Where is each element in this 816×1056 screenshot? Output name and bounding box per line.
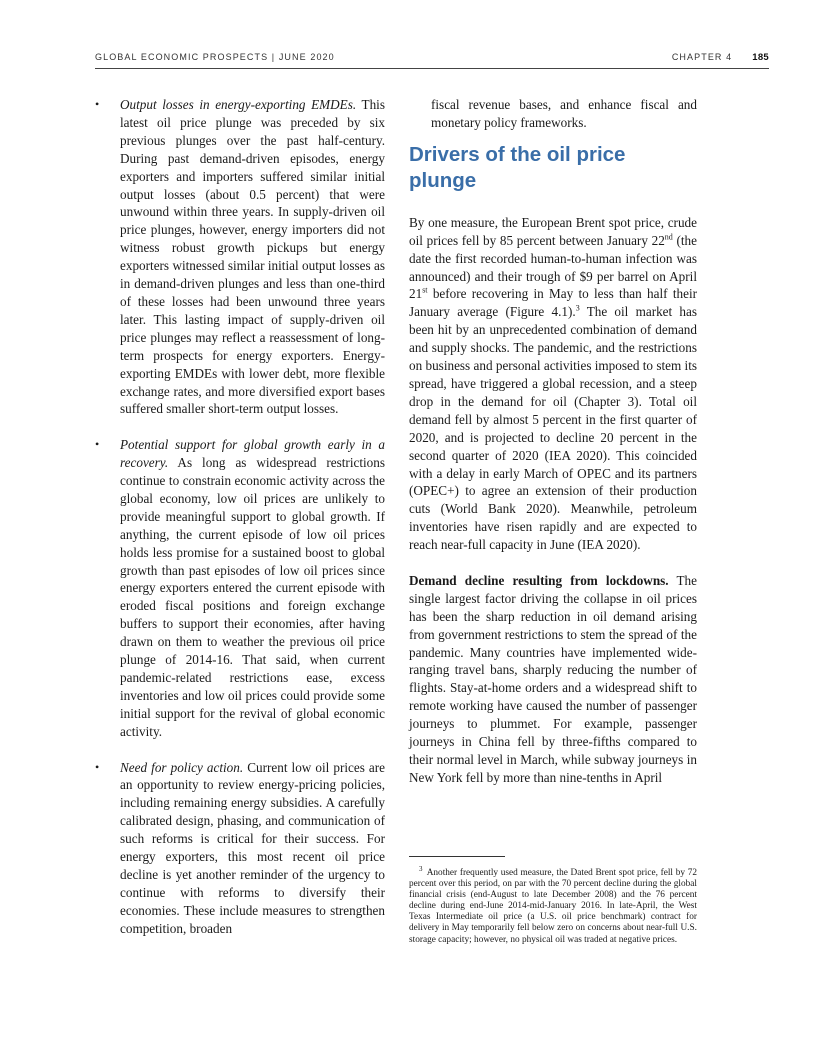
footnote-mark: 3 [419,864,423,873]
bullet-item [95,96,385,418]
bullet-continuation: fiscal revenue bases, and enhance fiscal and monetary policy frameworks. [431,97,697,130]
paragraph: By one measure, the European Brent spot price, crude oil prices fell by 85 percent between January 22nd (the date the first recorded human-to-human infection was announced) and their trough of $9 per barrel on April 21st before recovering in May to less than half their January average (Figure 4.1).$^3$ The oil market has been hit by an unprecedented combination of demand and supply shocks. The pandemic, and the restrictions on business and personal activities imposed to stem its spread, have triggered a global recession, and a steep drop in the demand for oil (Chapter 3). Total oil demand fell by almost 5 percent in the first quarter of 2020, and is projected to decline 20 percent in the second quarter of 2020 (IEA 2020). This coincided with a delay in early March of OPEC and its partners (OPEC+) to agree an extension of their production cuts (World Bank 2020). Meanwhile, petroleum inventories have risen rapidly and are expected to reach near-full capacity in June (IEA 2020). [409,214,698,553]
bullet-lead: Potential support for global growth early in a recovery. [120,437,385,471]
publication-title: GLOBAL ECONOMIC PROSPECTS | JUNE 2020 [95,52,335,62]
page-number: 185 [752,52,769,63]
bullet-text: As long as widespread restrictions continue to constrain economic activity across the global economy, low oil prices are unlikely to provide meaningful support to global growth. If anything, the current episode of low oil prices holds less promise for a sustained boost to global growth than past episodes of low oil prices since energy exporters entered the current episode with eroded fiscal positions and foreign exchange buffers to support their economies, after having drawn on them to weather the previous oil price plunge of 2014-16. That said, when current pandemic-related restrictions ease, excess inventories and low oil prices could provide some initial support for the revival of global economic activity. [120,455,385,739]
bullet-text: Current low oil prices are an opportunity to review energy-pricing policies, including remaining energy subsidies. A carefully calibrated design, phasing, and communication of such reforms is critical for their success. For energy exporters, this most recent oil price decline is yet another reminder of the urgency to continue with reforms to diversify their economies. These include measures to strengthen competition, broaden [120,759,385,936]
paragraph: Demand decline resulting from lockdowns. The single largest factor driving the collapse in oil prices has been the sharp reduction in oil demand arising from government restrictions to stem the spread of the pandemic. Many countries have implemented wide-ranging travel bans, sharply reducing the number of flights. Stay-at-home orders and a widespread shift to remote working have caused the number of passenger journeys to plummet. For example, passenger journeys in China fell by three-fifths compared to their normal level in March, while subway journeys in New York fell by more than nine-tenths in April [409,572,698,785]
bullet-item [95,436,385,740]
bullet-icon: • [95,437,100,452]
header-rule [95,68,769,69]
bullet-text: This latest oil price plunge was preceded by six previous plunges over the past half-century. During past demand-driven episodes, energy exporters and importers suffered similar initial output losses (about 0.5 percent) that were unwound within three years. In supply-driven oil price plunges, however, energy importers did not witness robust growth pickups but energy exporters witnessed similar initial output losses as in demand-driven plunges and less than one-third of these losses had been unwound three years later. This lasting impact of supply-driven oil price plunges may reflect a reassessment of long-term prospects for energy exporters. Energy-exporting EMDEs with lower debt, more flexible exchange rates, and more diversified export bases suffered smaller short-term output losses. [120,97,385,417]
running-header [95,52,769,68]
footnote [409,864,697,946]
bullet-icon: • [95,759,100,774]
footnote-reference: 3 [575,303,580,313]
bullet-icon: • [95,97,100,111]
header-right [672,52,769,63]
bullet-lead: Need for policy action. [120,759,244,775]
footnote-text: Another frequently used measure, the Dated Brent spot price, fell by 72 percent over this period, on par with the 70 percent decline during the global financial crisis (end-August to late December 2008) and the 76 percent decline during end-June 2014-mid-January 2016. In late-April, the West Texas Intermediate oil price (a U.S. oil price benchmark) contract for delivery in May temporarily fell below zero on concerns about near-full U.S. storage capacity; however, no physical oil was traded at negative prices. [409,868,697,945]
section-heading: Drivers of the oil price plunge [409,142,626,192]
chapter-label: CHAPTER 4 [671,52,733,62]
bullet-lead: Output losses in energy-exporting EMDEs. [120,97,357,112]
left-column [95,96,385,955]
right-column [409,96,697,805]
bullet-item [95,759,385,938]
paragraph-lead: Demand decline resulting from lockdowns. [409,572,669,588]
footnote-rule [409,856,505,857]
